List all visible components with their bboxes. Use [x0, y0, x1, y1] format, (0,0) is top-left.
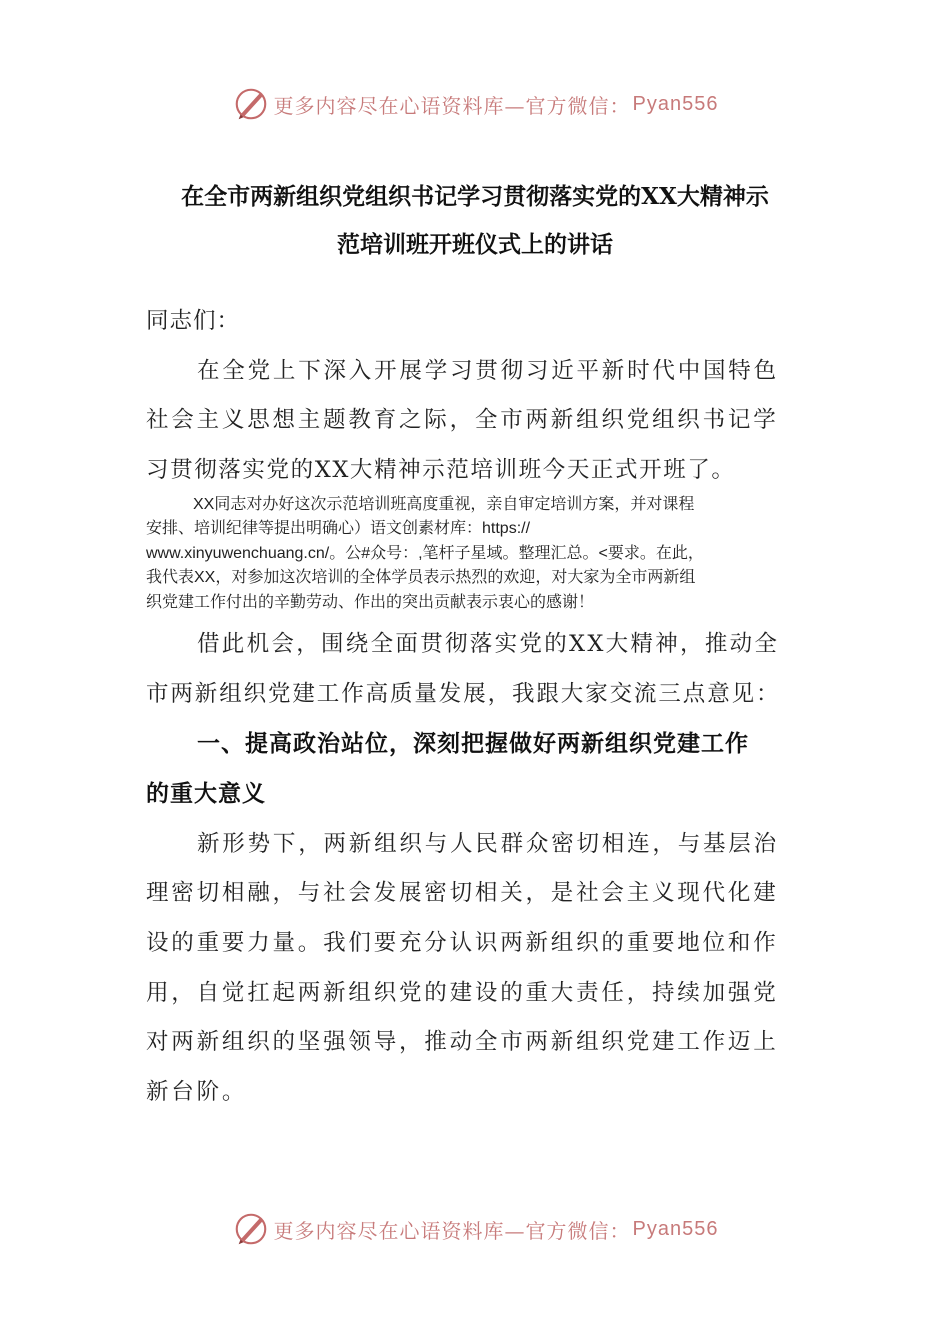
para4-line-5: 对两新组织的坚强领导，推动全市两新组织党建工作迈上 [146, 1029, 779, 1055]
para4-line-3: 设的重要力量。我们要充分认识两新组织的重要地位和作 [146, 930, 779, 956]
pen-logo-icon [232, 1210, 270, 1248]
watermark-text: 更多内容尽在心语资料库—官方微信： [273, 1218, 631, 1243]
para2-line-3: www.xinyuwenchuang.cn/。公#众号：,笔杆子星域。整理汇总。<要求。在此， [146, 545, 704, 562]
watermark-id: Pyan556 [632, 1217, 719, 1240]
para3-line-1: 借此机会，围绕全面贯彻落实党的XX大精神，推动全 [197, 631, 780, 657]
para1-line-2: 社会主义思想主题教育之际，全市两新组织党组织书记学 [146, 407, 779, 433]
pen-logo-icon [232, 85, 270, 123]
section-heading-1-line-1: 一、提高政治站位，深刻把握做好两新组织党建工作 [197, 730, 749, 757]
para4-line-6: 新台阶。 [146, 1079, 248, 1105]
watermark-text: 更多内容尽在心语资料库—官方微信： [273, 93, 631, 118]
para3-line-2: 市两新组织党建工作高质量发展，我跟大家交流三点意见： [146, 681, 781, 707]
section-heading-1-line-2: 的重大意义 [146, 780, 266, 807]
para1-line-1: 在全党上下深入开展学习贯彻习近平新时代中国特色 [197, 358, 779, 384]
para2-line-2: 安排、培训纪律等提出明确心）语文创素材库：https:// [146, 520, 531, 537]
footer-watermark [0, 1207, 950, 1251]
para2-line-1: XX同志对办好这次示范培训班高度重视，亲自审定培训方案，并对课程 [193, 496, 695, 513]
para2-line-5: 织党建工作付出的辛勤劳动、作出的突出贡献表示衷心的感谢！ [146, 594, 595, 611]
para2-line-4: 我代表XX，对参加这次培训的全体学员表示热烈的欢迎，对大家为全市两新组 [146, 569, 696, 586]
para4-line-2: 理密切相融，与社会发展密切相关，是社会主义现代化建 [146, 880, 779, 906]
document-title-line-2: 范培训班开班仪式上的讲话 [337, 231, 613, 258]
para4-line-1: 新形势下，两新组织与人民群众密切相连，与基层治 [197, 831, 779, 857]
para4-line-4: 用，自觉扛起两新组织党的建设的重大责任，持续加强党 [146, 980, 779, 1006]
header-watermark [0, 82, 950, 126]
document-title-line-1: 在全市两新组织党组织书记学习贯彻落实党的XX大精神示 [181, 183, 769, 210]
para1-line-3: 习贯彻落实党的XX大精神示范培训班今天正式开班了。 [146, 457, 736, 483]
watermark-id: Pyan556 [632, 92, 719, 115]
greeting: 同志们： [146, 308, 241, 334]
